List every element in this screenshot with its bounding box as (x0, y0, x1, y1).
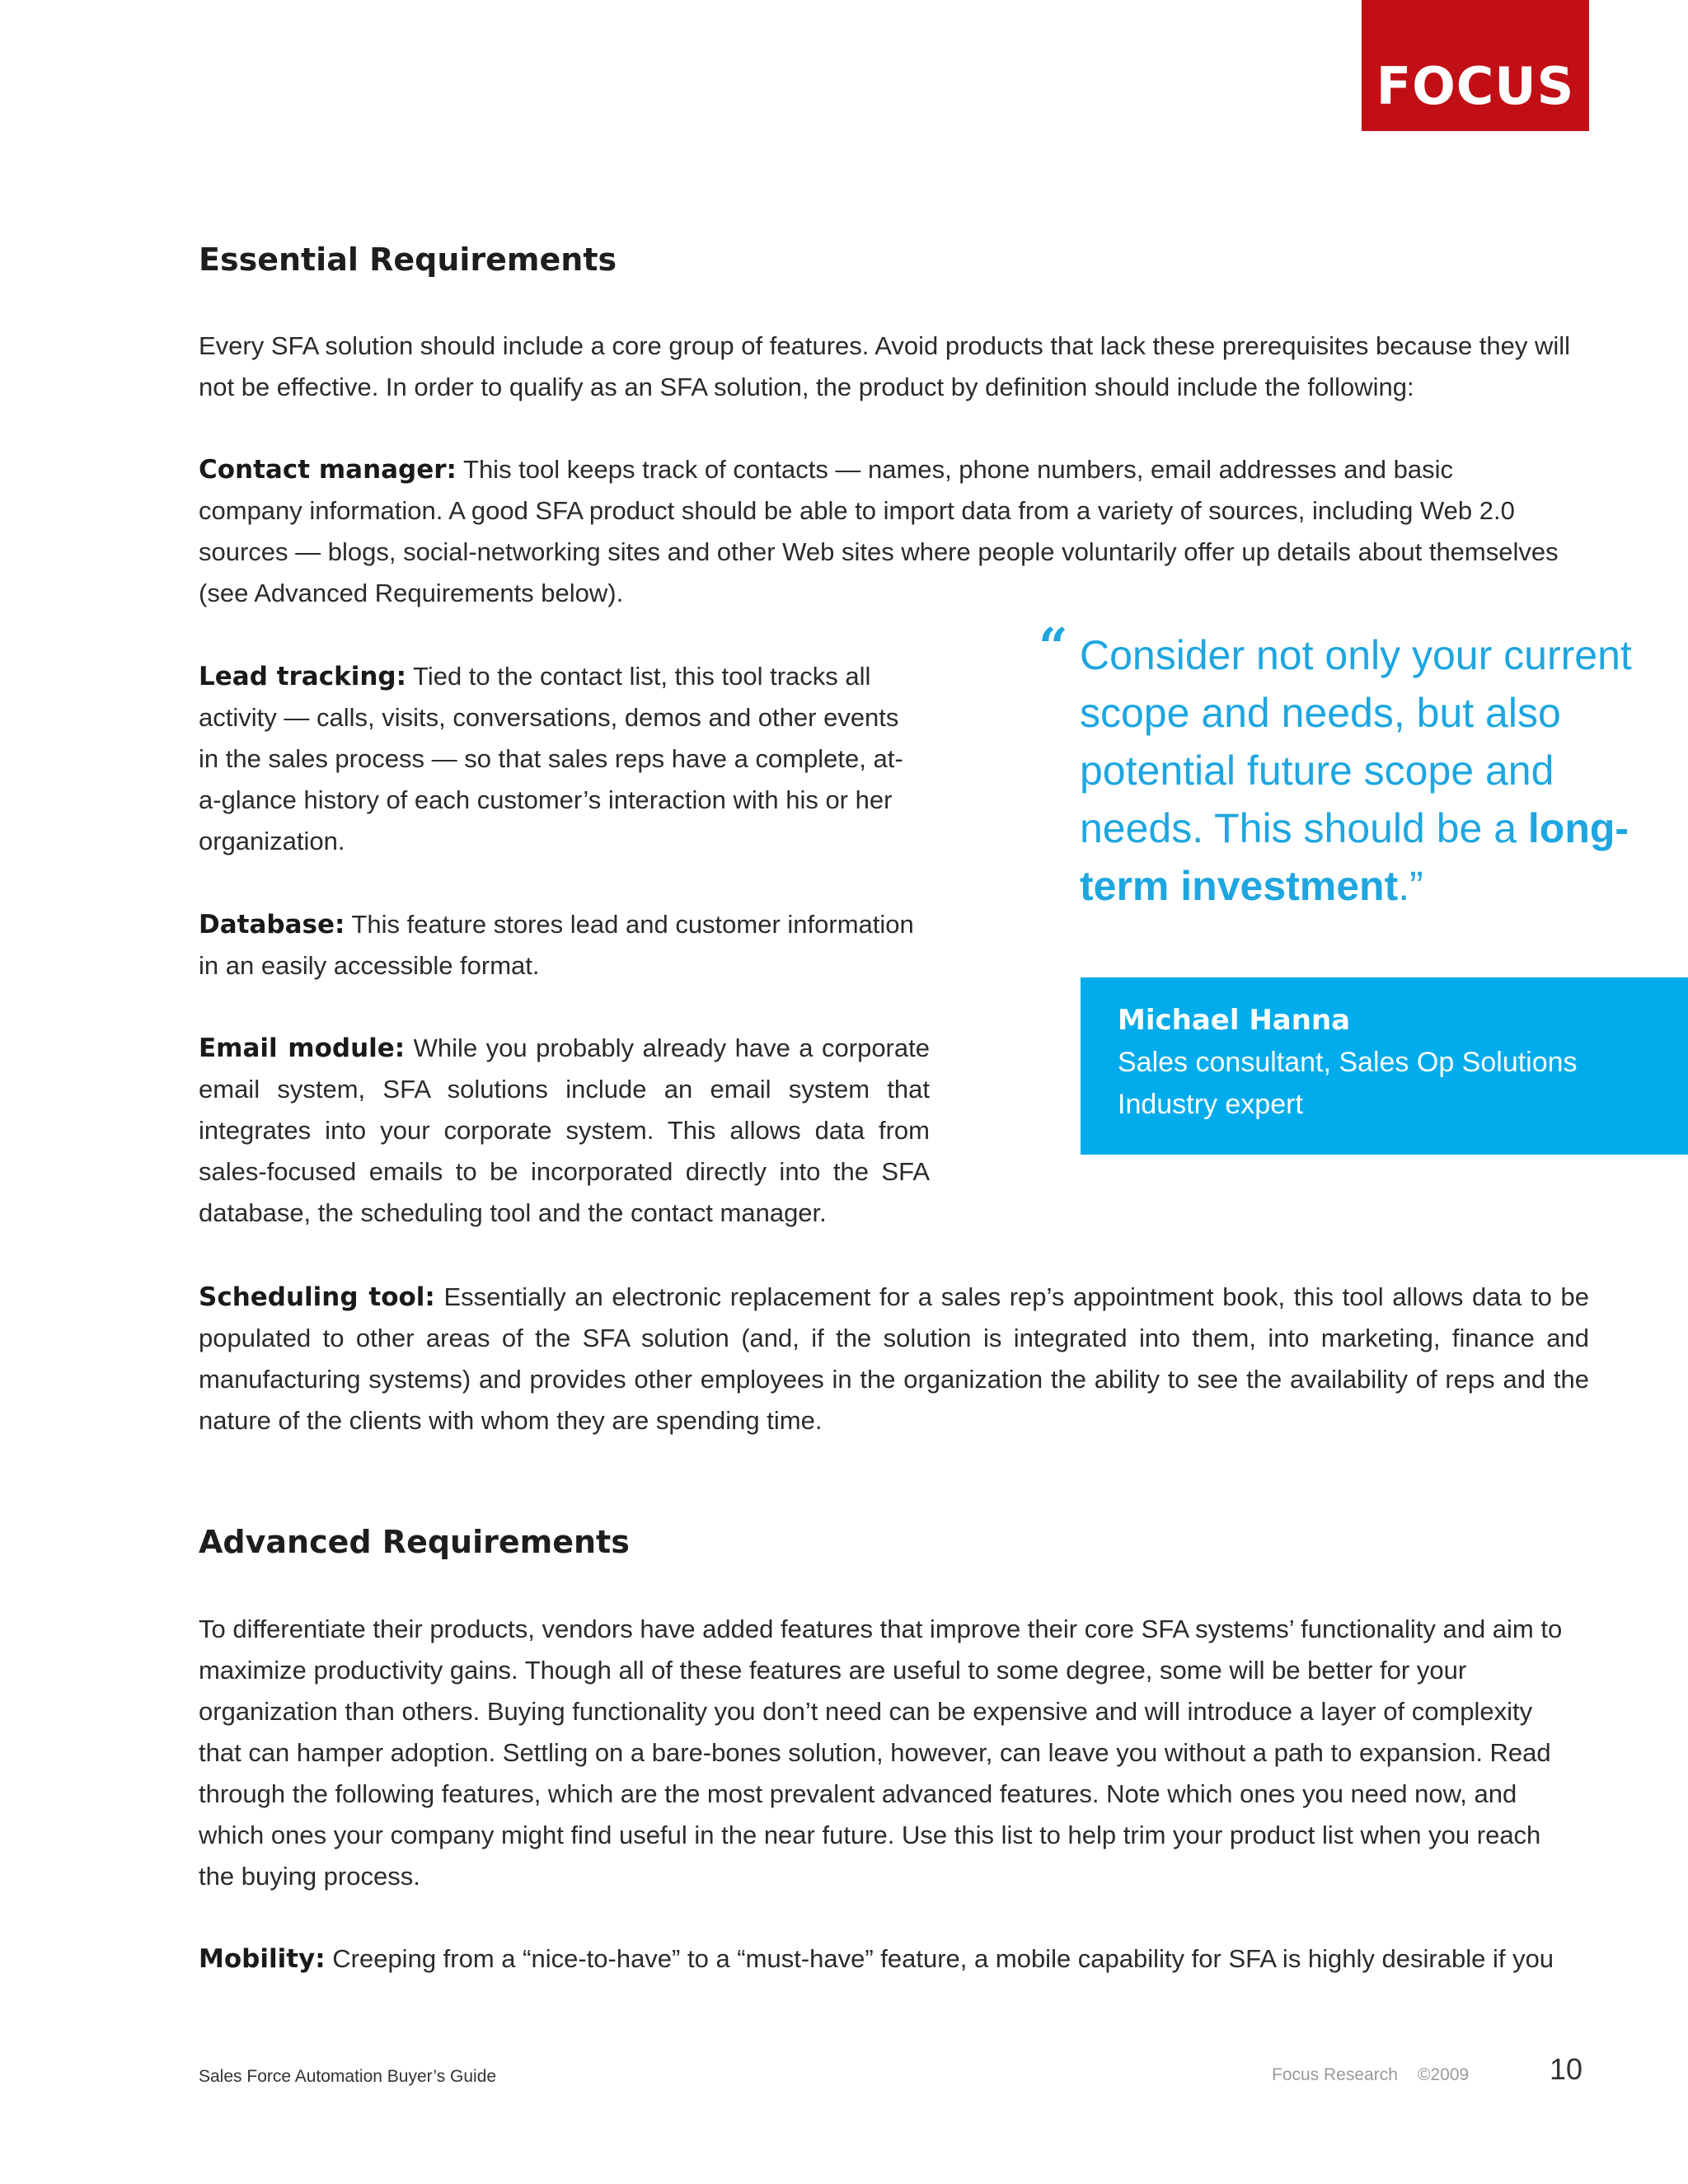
pull-quote-body: Consider not only your current scope and needs, but also potential future scope and needs. This should be a (1080, 632, 1632, 851)
page-number: 10 (1550, 2052, 1583, 2086)
advanced-requirements-heading: Advanced Requirements (199, 1524, 630, 1560)
database-term: Database: (199, 910, 345, 940)
mobility-term: Mobility: (199, 1944, 326, 1974)
scheduling-tool-paragraph (199, 1277, 1589, 1441)
database-text: This feature stores lead and customer information in an easily accessible format. (199, 910, 914, 980)
attribution-name: Michael Hanna (1118, 1004, 1351, 1037)
footer-publisher: Focus Research (1272, 2065, 1398, 2084)
lead-tracking-paragraph (199, 656, 907, 862)
footer-copyright: ©2009 (1418, 2065, 1470, 2084)
advanced-intro: To differentiate their products, vendors have added features that improve their core SFA systems’ functionality and aim to maximize productivity gains. Though all of these features are useful to some degree, some will be better for your organization than others. Buying functionality you don’t need can be expensive and will introduce a layer of complexity that can hamper adoption. Settling on a bare-bones solution, however, can leave you without a path to expansion. Read through the following features, which are the most prevalent advanced features. Note which ones you need now, and which ones your company might find useful in the near future. Use this list to help trim your product list when you reach the buying process. (199, 1615, 1563, 1891)
footer-guide-title: Sales Force Automation Buyer’s Guide (199, 2067, 497, 2086)
scheduling-tool-term: Scheduling tool: (199, 1282, 435, 1312)
pull-quote-text (1043, 626, 1636, 915)
contact-manager-term: Contact manager: (199, 455, 457, 485)
lead-tracking-term: Lead tracking: (199, 662, 406, 691)
quote-attribution-box (1081, 977, 1688, 1155)
quote-mark-icon: “ (1039, 616, 1068, 677)
scheduling-tool-text: Essentially an electronic replacement for a sales rep’s appointment book, this tool allows data to be populated to other areas of the SFA solution (and, if the solution is integrated into them, into marketing, finance and manufacturing systems) and provides other employees in the organization the ability to see the availability of reps and the nature of the clients with whom they are spending time. (199, 1282, 1589, 1435)
attribution-title: Sales consultant, Sales Op Solutions (1118, 1047, 1578, 1078)
focus-logo: FOCUS (1362, 0, 1589, 131)
email-module-term: Email module: (199, 1033, 406, 1063)
email-module-paragraph (199, 1028, 930, 1234)
email-module-text: While you probably already have a corporate email system, SFA solutions include an email system that integrates into your corporate system. This allows data from sales-focused emails to be incorporated directly into the SFA database, the scheduling tool and the contact manager. (199, 1033, 930, 1227)
lead-tracking-text: Tied to the contact list, this tool tracks all activity — calls, visits, conversations, demos and other events in the sales process — so that sales reps have a complete, at-a-glance history of each customer’s interaction with his or her organization. (199, 662, 903, 855)
pull-quote (1039, 616, 1636, 915)
pull-quote-close: .” (1398, 863, 1423, 909)
attribution-role: Industry expert (1118, 1089, 1303, 1120)
pull-quote-emphasis: long-term investment (1080, 805, 1629, 909)
mobility-text: Creeping from a “nice-to-have” to a “must-have” feature, a mobile capability for SFA is highly desirable if you (325, 1944, 1554, 1973)
contact-manager-text: This tool keeps track of contacts — names, phone numbers, email addresses and basic company information. A good SFA product should be able to import data from a variety of sources, including Web 2.0 sources — blogs, social-networking sites and other Web sites where people voluntarily offer up details about themselves (see Advanced Requirements below). (199, 455, 1559, 607)
mobility-paragraph (199, 1938, 1600, 1980)
database-paragraph (199, 904, 924, 987)
contact-manager-paragraph (199, 449, 1559, 614)
essential-requirements-heading: Essential Requirements (199, 241, 617, 278)
essential-intro: Every SFA solution should include a core group of features. Avoid products that lack these prerequisites because they will not be effective. In order to qualify as an SFA solution, the product by definition should include the following: (199, 331, 1571, 401)
